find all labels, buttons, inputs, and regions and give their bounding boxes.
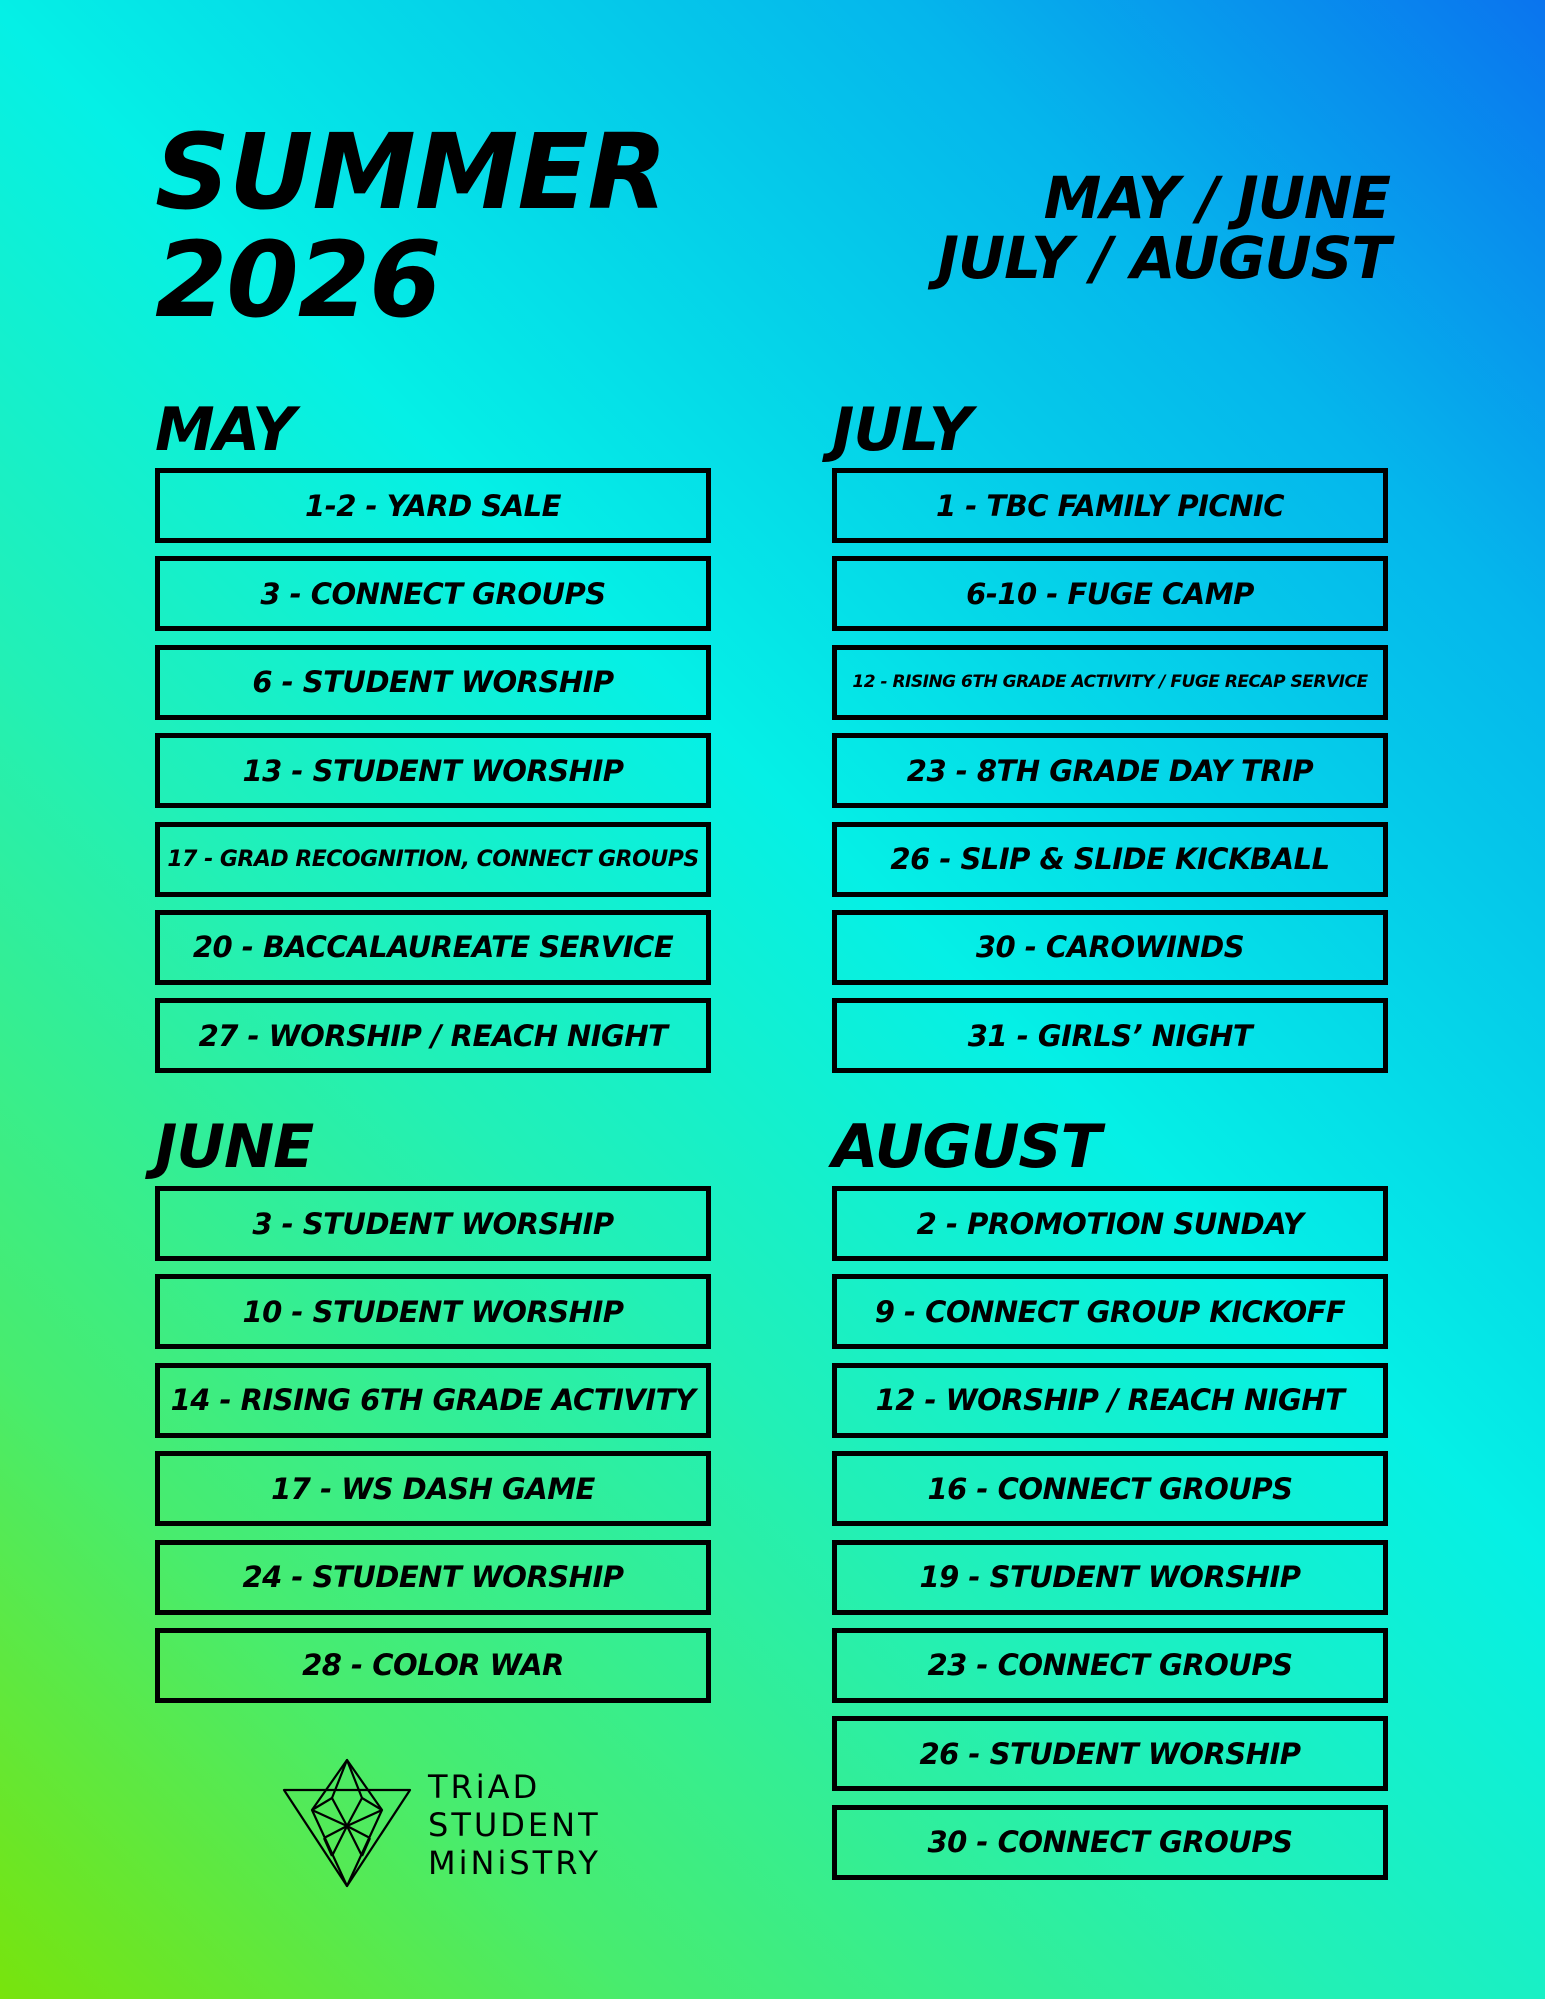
event-august-8: 30 - CONNECT GROUPS [832,1805,1388,1880]
triad-logo [282,1758,601,1892]
event-july-5: 26 - SLIP & SLIDE KICKBALL [832,822,1388,897]
triad-crystal-icon [282,1758,412,1892]
month-title-june: JUNE [155,1112,314,1182]
month-title-august: AUGUST [832,1112,1101,1182]
event-august-4: 16 - CONNECT GROUPS [832,1451,1388,1526]
event-august-1: 2 - PROMOTION SUNDAY [832,1186,1388,1261]
title-line-2: 2026 [155,219,441,341]
event-june-6: 28 - COLOR WAR [155,1628,711,1703]
month-title-july: JULY [832,395,972,465]
title-line-1: SUMMER [155,111,667,233]
event-may-4: 13 - STUDENT WORSHIP [155,733,711,808]
event-may-3: 6 - STUDENT WORSHIP [155,645,711,720]
event-july-3: 12 - RISING 6TH GRADE ACTIVITY / FUGE RECAP SERVICE [832,645,1388,720]
page-title [155,111,667,341]
event-list-june [155,1186,711,1716]
event-june-4: 17 - WS DASH GAME [155,1451,711,1526]
event-august-3: 12 - WORSHIP / REACH NIGHT [832,1363,1388,1438]
logo-wordmark [428,1768,601,1882]
logo-line-1: TRiAD [428,1768,541,1806]
month-title-may: MAY [155,395,295,465]
months-header [937,164,1390,292]
event-list-august [832,1186,1388,1893]
event-july-6: 30 - CAROWINDS [832,910,1388,985]
header-line-1: MAY / JUNE [1043,164,1390,232]
event-may-2: 3 - CONNECT GROUPS [155,556,711,631]
logo-line-3: MiNiSTRY [428,1844,601,1882]
logo-line-2: STUDENT [428,1806,601,1844]
event-may-5: 17 - GRAD RECOGNITION, CONNECT GROUPS [155,822,711,897]
event-august-7: 26 - STUDENT WORSHIP [832,1716,1388,1791]
event-may-7: 27 - WORSHIP / REACH NIGHT [155,998,711,1073]
event-july-7: 31 - GIRLS’ NIGHT [832,998,1388,1073]
event-july-2: 6-10 - FUGE CAMP [832,556,1388,631]
header-line-2: JULY / AUGUST [937,224,1390,292]
event-august-6: 23 - CONNECT GROUPS [832,1628,1388,1703]
event-june-5: 24 - STUDENT WORSHIP [155,1540,711,1615]
event-may-6: 20 - BACCALAUREATE SERVICE [155,910,711,985]
event-july-4: 23 - 8TH GRADE DAY TRIP [832,733,1388,808]
event-august-2: 9 - CONNECT GROUP KICKOFF [832,1274,1388,1349]
event-august-5: 19 - STUDENT WORSHIP [832,1540,1388,1615]
event-july-1: 1 - TBC FAMILY PICNIC [832,468,1388,543]
event-june-1: 3 - STUDENT WORSHIP [155,1186,711,1261]
event-may-1: 1-2 - YARD SALE [155,468,711,543]
event-june-2: 10 - STUDENT WORSHIP [155,1274,711,1349]
event-june-3: 14 - RISING 6TH GRADE ACTIVITY [155,1363,711,1438]
event-list-may [155,468,711,1087]
event-list-july [832,468,1388,1087]
